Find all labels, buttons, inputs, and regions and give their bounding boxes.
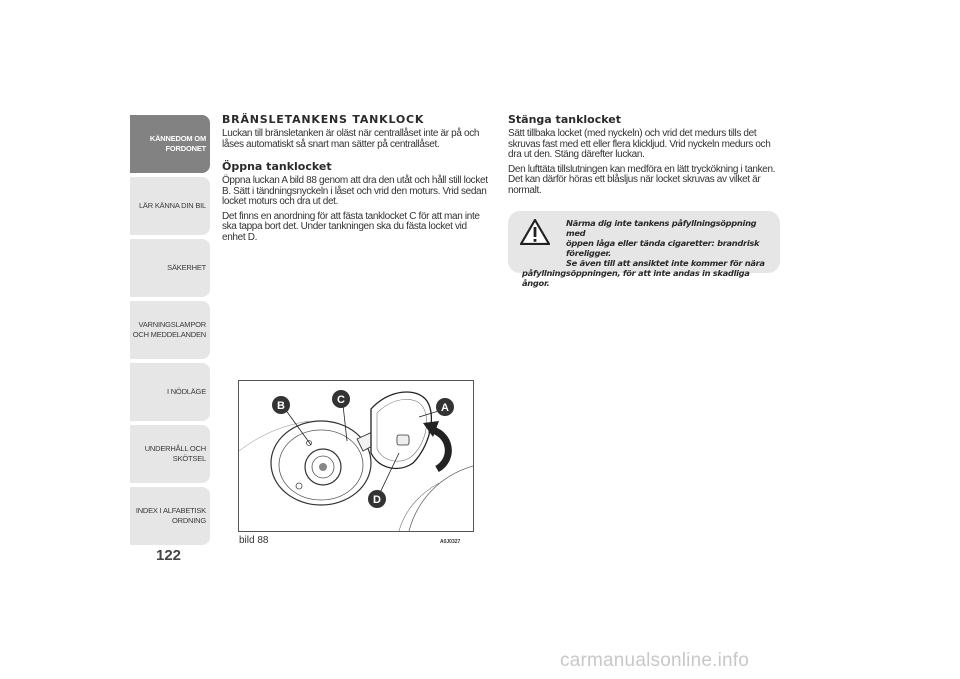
close-paragraph-1: Sätt tillbaka locket (med nyckeln) och vrid det medurs tills det skruvas fast med ett eller flera klickljud. Vrid nyckeln medurs och dra ut den. Stäng därefter luckan. bbox=[508, 128, 771, 160]
label-d bbox=[368, 490, 386, 508]
warning-box bbox=[508, 211, 780, 288]
fuel-cap-figure bbox=[238, 380, 474, 532]
fuel-cap-illustration bbox=[239, 381, 473, 531]
warning-line-4: påfyllningsöppningen, för att inte andas in skadliga ångor. bbox=[522, 268, 750, 288]
open-paragraph-2: Det finns en anordning för att fästa tanklocket C för att man inte ska tappa bort det. Under tankningen ska du fästa locket vid enhet D. bbox=[222, 210, 480, 243]
warning-line-2: öppen låga eller tända cigaretter: brandrisk föreligger. bbox=[566, 238, 760, 258]
warning-text bbox=[522, 218, 772, 288]
section-title: BRÄNSLETANKENS TANKLOCK bbox=[222, 113, 425, 126]
open-paragraph-1: Öppna luckan A bild 88 genom att dra den utåt och håll still locket B. Sätt i tändningsnyckeln i låset och vrid den moturs. Vrid sedan locket moturs och dra ut det. bbox=[222, 175, 488, 207]
warning-line-3: Se även till att ansiktet inte kommer för nära bbox=[566, 258, 765, 268]
close-subtitle: Stänga tanklocket bbox=[508, 113, 621, 126]
tab-index[interactable]: INDEX I ALFABETISK ORDNING bbox=[130, 487, 210, 545]
page-number: 122 bbox=[156, 547, 182, 564]
right-column bbox=[508, 113, 780, 200]
tab-varningslampor[interactable]: VARNINGSLAMPOR OCH MEDDELANDEN bbox=[130, 301, 210, 359]
label-c bbox=[332, 390, 350, 408]
label-b bbox=[272, 396, 290, 414]
figure-caption: bild 88 bbox=[239, 535, 269, 546]
open-subtitle: Öppna tanklocket bbox=[222, 160, 332, 173]
intro-paragraph: Luckan till bränsletanken är oläst när centrallåset inte är på och låses automatiskt så snart man sätter på centrallåset. bbox=[222, 128, 480, 150]
svg-text:C: C bbox=[337, 394, 345, 406]
tab-i-nodlage[interactable]: I NÖDLÄGE bbox=[130, 363, 210, 421]
tab-sakerhet[interactable]: SÄKERHET bbox=[130, 239, 210, 297]
svg-text:D: D bbox=[373, 494, 381, 506]
close-paragraph-2: Den lufttäta tillslutningen kan medföra en lätt tryckökning i tanken. Det kan därför höras ett blåsljus när locket skruvas av vilket är normalt. bbox=[508, 163, 776, 196]
svg-text:A: A bbox=[441, 402, 449, 414]
figure-code: A0J0327 bbox=[440, 539, 461, 545]
warning-line-1: Närma dig inte tankens påfyllningsöppning med bbox=[566, 218, 757, 238]
tab-lar-kanna-din-bil[interactable]: LÄR KÄNNA DIN BIL bbox=[130, 177, 210, 235]
tab-kannedom-om-fordonet[interactable]: KÄNNEDOM OM FORDONET bbox=[130, 115, 210, 173]
left-column bbox=[222, 113, 492, 247]
label-a bbox=[436, 398, 454, 416]
watermark: carmanualsonline.info bbox=[560, 650, 750, 671]
svg-text:B: B bbox=[277, 400, 285, 412]
tab-underhall-och-skotsel[interactable]: UNDERHÅLL OCH SKÖTSEL bbox=[130, 425, 210, 483]
